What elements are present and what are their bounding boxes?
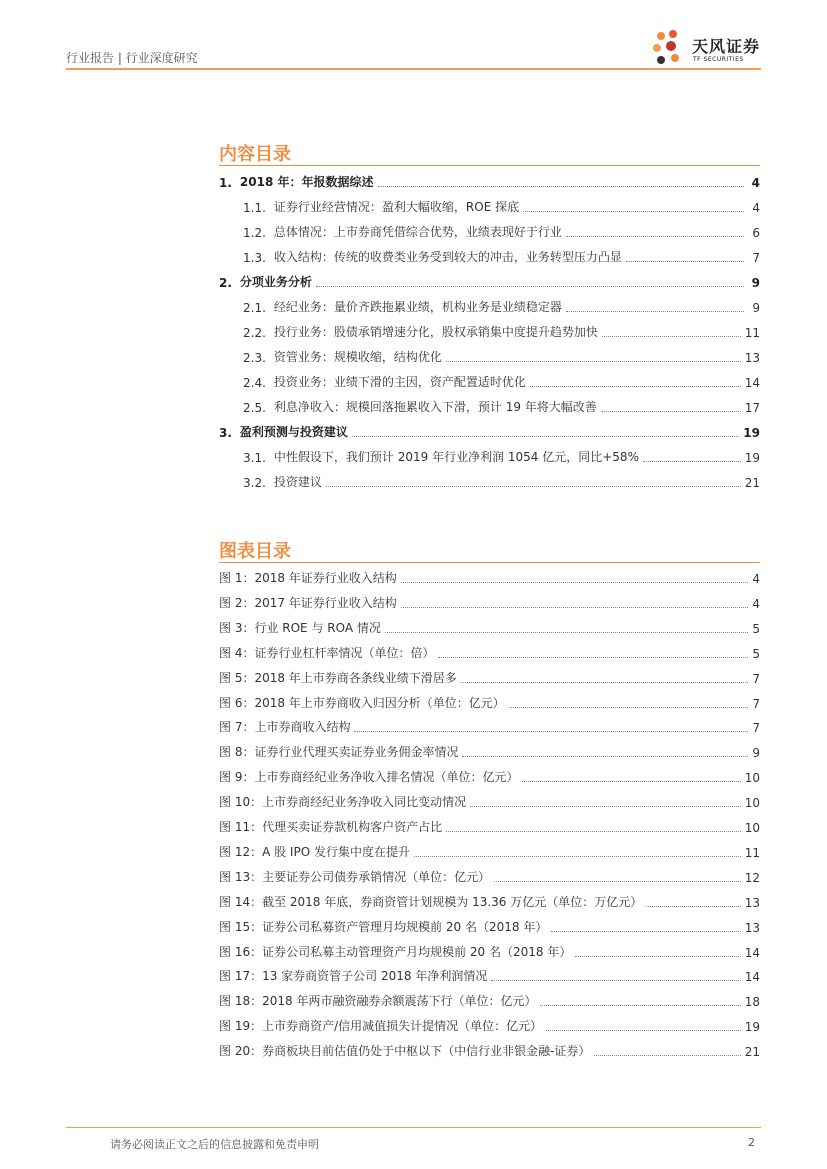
toc-entry-page: 11 (744, 326, 760, 340)
toc-entry-page: 6 (752, 226, 760, 240)
figure-leader-dots (491, 979, 740, 981)
figure-entry[interactable] (219, 593, 760, 611)
toc-entry-title: 2018 年：年报数据综述 (239, 175, 374, 189)
toc-leader-dots (446, 360, 741, 362)
figure-entry-page: 12 (744, 870, 760, 885)
toc-leader-dots (566, 310, 744, 312)
toc-leader-dots (326, 485, 741, 487)
toc-entry-page: 9 (751, 276, 760, 290)
figure-entry[interactable] (219, 792, 760, 810)
figure-entry[interactable] (219, 693, 760, 711)
figures-title-divider (219, 562, 760, 563)
toc-entry-title: 资管业务：规模收缩，结构优化 (273, 350, 442, 364)
brand-name: 天风证券 (692, 37, 761, 56)
figure-leader-dots (522, 780, 740, 782)
toc-leader-dots (530, 385, 741, 387)
logo-dot (653, 44, 661, 52)
figure-entry-title: 图 10：上市券商经纪业务净收入同比变动情况 (219, 795, 467, 810)
figure-entry[interactable] (219, 568, 760, 586)
figure-entry[interactable] (219, 1041, 760, 1059)
toc-entry[interactable] (219, 222, 760, 240)
toc-entry-page: 9 (752, 301, 760, 315)
figure-entry-title: 图 19：上市券商资产/信用减值损失计提情况（单位：亿元） (219, 1019, 543, 1034)
toc-leader-dots (378, 185, 745, 187)
toc-entry-page: 13 (744, 351, 760, 365)
figure-leader-dots (646, 905, 740, 907)
logo-dot (657, 32, 665, 40)
toc-entry-number: 1.2. (243, 226, 266, 240)
footer-divider (66, 1127, 761, 1128)
figure-entry-title: 图 12：A 股 IPO 发行集中度在提升 (219, 844, 410, 859)
figure-entry-title: 图 1：2018 年证券行业收入结构 (219, 571, 397, 585)
toc-entry[interactable] (219, 472, 760, 490)
figure-leader-dots (575, 955, 740, 957)
figure-entry-page: 18 (744, 995, 760, 1010)
figure-entry-page: 10 (744, 796, 760, 811)
toc-entry-page: 7 (752, 251, 760, 265)
figure-entry[interactable] (219, 767, 760, 785)
toc-entry[interactable] (219, 172, 760, 190)
toc-entry[interactable] (219, 297, 760, 315)
figure-entry-title: 图 13：主要证券公司债券承销情况（单位：亿元） (219, 869, 491, 884)
figure-entry-page: 9 (752, 746, 760, 761)
toc-leader-dots (602, 335, 741, 337)
toc-entry[interactable] (219, 397, 760, 415)
figure-entry-title: 图 5：2018 年上市券商各条线业绩下滑居多 (219, 670, 457, 685)
figure-leader-dots (540, 1004, 740, 1006)
toc-leader-dots (523, 210, 744, 212)
figure-entry[interactable] (219, 717, 760, 735)
logo-dot (657, 56, 665, 64)
figure-entry-page: 7 (752, 671, 760, 686)
toc-entry-title: 收入结构：传统的收费类业务受到较大的冲击，业务转型压力凸显 (273, 250, 622, 264)
toc-entry-title: 投资建议 (273, 475, 322, 489)
figure-entry-page: 5 (752, 621, 760, 636)
figure-entry[interactable] (219, 917, 760, 935)
toc-entry-number: 2.5. (243, 401, 266, 415)
figure-entry[interactable] (219, 742, 760, 760)
toc-entry[interactable] (219, 447, 760, 465)
toc-entry-number: 3.1. (243, 451, 266, 465)
figure-entry-title: 图 18：2018 年两市融资融券余额震荡下行（单位：亿元） (219, 994, 537, 1009)
figure-entry[interactable] (219, 668, 760, 686)
toc-entry-title: 投行业务：股债承销增速分化，股权承销集中度提升趋势加快 (273, 325, 598, 339)
figure-entry-title: 图 16：证券公司私募主动管理资产月均规模前 20 名（2018 年） (219, 944, 572, 959)
toc-entry-page: 4 (752, 201, 760, 215)
figure-leader-dots (461, 681, 749, 683)
figure-entry[interactable] (219, 991, 760, 1009)
report-category: 行业报告 | 行业深度研究 (66, 51, 198, 65)
figure-entry-page: 5 (752, 646, 760, 661)
toc-leader-dots (626, 260, 744, 262)
figure-entry[interactable] (219, 643, 760, 661)
figure-leader-dots (446, 830, 741, 832)
figure-leader-dots (438, 656, 748, 658)
figure-entry-page: 21 (744, 1045, 760, 1060)
figure-entry[interactable] (219, 867, 760, 885)
figure-entry[interactable] (219, 1016, 760, 1034)
toc-entry[interactable] (219, 347, 760, 365)
toc-entry-title: 投资业务：业绩下滑的主因，资产配置适时优化 (273, 375, 526, 389)
toc-leader-dots (643, 460, 741, 462)
figure-entry-title: 图 4：证券行业杠杆率情况（单位：倍） (219, 645, 435, 660)
figure-leader-dots (494, 880, 741, 882)
figure-entry[interactable] (219, 942, 760, 960)
toc-entry-number: 1.1. (243, 201, 266, 215)
figure-entry-title: 图 3：行业 ROE 与 ROA 情况 (219, 620, 381, 635)
header-divider (66, 68, 761, 70)
toc-entry[interactable] (219, 322, 760, 340)
toc-entry-page: 19 (743, 426, 760, 440)
toc-entry-title: 盈利预测与投资建议 (239, 425, 348, 439)
toc-entry-number: 3.2. (243, 476, 266, 490)
figure-leader-dots (462, 755, 748, 757)
logo-dot (671, 54, 679, 62)
figure-leader-dots (354, 730, 748, 732)
figure-entry-page: 13 (744, 895, 760, 910)
logo-dot (669, 30, 677, 38)
figure-entry-page: 10 (744, 771, 760, 786)
toc-entry-page: 4 (751, 176, 760, 190)
figure-leader-dots (385, 631, 749, 633)
figure-entry-title: 图 15：证券公司私募资产管理月均规模前 20 名（2018 年） (219, 919, 548, 934)
toc-entry-title: 证券行业经营情况：盈利大幅收缩，ROE 探底 (273, 200, 520, 214)
figure-entry-page: 11 (744, 845, 760, 860)
figure-entry[interactable] (219, 817, 760, 835)
figure-entry[interactable] (219, 966, 760, 984)
figure-entry-page: 10 (744, 821, 760, 835)
toc-leader-dots (352, 435, 739, 437)
toc-entry[interactable] (219, 422, 760, 440)
figure-entry[interactable] (219, 842, 760, 860)
logo-dot (666, 41, 676, 51)
toc-entry-number: 2.2. (243, 326, 266, 340)
figure-entry-title: 图 7：上市券商收入结构 (219, 720, 351, 735)
figure-entry-page: 7 (752, 696, 760, 711)
figure-leader-dots (594, 1054, 740, 1056)
toc-title-divider (219, 165, 760, 166)
toc-entry-page: 19 (744, 451, 760, 465)
toc-entry-number: 1.3. (243, 251, 266, 265)
toc-entry-title: 利息净收入：规模回落拖累收入下滑，预计 19 年将大幅改善 (273, 400, 597, 414)
toc-entry-page: 17 (744, 401, 760, 415)
figure-entry-title: 图 9：上市券商经纪业务净收入排名情况（单位：亿元） (219, 770, 519, 785)
page-number: 2 (748, 1136, 755, 1149)
toc-entry-page: 21 (744, 476, 760, 490)
figure-entry-page: 7 (752, 721, 760, 736)
figure-leader-dots (509, 706, 749, 708)
figure-entry-page: 14 (744, 945, 760, 960)
figure-entry-page: 4 (752, 572, 760, 586)
toc-entry-number: 1. (219, 176, 232, 190)
figure-entry-page: 4 (752, 596, 760, 611)
toc-entry-title: 经纪业务：量价齐跌拖累业绩，机构业务是业绩稳定器 (273, 300, 562, 314)
figure-entry-title: 图 11：代理买卖证券款机构客户资产占比 (219, 820, 443, 834)
toc-entry[interactable] (219, 247, 760, 265)
figure-entry-title: 图 6：2018 年上市券商收入归因分析（单位：亿元） (219, 695, 505, 710)
figure-entry-title: 图 8：证券行业代理买卖证券业务佣金率情况 (219, 745, 459, 760)
toc-leader-dots (566, 235, 744, 237)
figure-entry[interactable] (219, 892, 760, 910)
figure-entry-page: 19 (744, 1020, 760, 1035)
toc-entry-number: 2.3. (243, 351, 266, 365)
toc-entry[interactable] (219, 372, 760, 390)
toc-entry[interactable] (219, 197, 760, 215)
toc-entry-title: 分项业务分析 (239, 275, 312, 289)
disclaimer-notice: 请务必阅读正文之后的信息披露和免责申明 (110, 1138, 319, 1151)
figure-entry-title: 图 20：券商板块目前估值仍处于中枢以下（中信行业非银金融-证券） (219, 1044, 591, 1059)
figure-entry-title: 图 2：2017 年证券行业收入结构 (219, 595, 397, 610)
brand-name-en: TF SECURITIES (693, 56, 744, 63)
toc-entry-title: 中性假设下，我们预计 2019 年行业净利润 1054 亿元，同比+58% (273, 450, 639, 464)
toc-entry-page: 14 (744, 376, 760, 390)
figure-leader-dots (401, 581, 749, 583)
toc-leader-dots (601, 410, 741, 412)
toc-entry-number: 3. (219, 426, 232, 440)
toc-entry-number: 2.4. (243, 376, 266, 390)
toc-entry-title: 总体情况：上市券商凭借综合优势，业绩表现好于行业 (273, 225, 562, 239)
figure-leader-dots (470, 805, 741, 807)
toc-entry[interactable] (219, 272, 760, 290)
figure-entry-page: 14 (744, 970, 760, 985)
figure-entry-page: 13 (744, 920, 760, 935)
figure-leader-dots (546, 1029, 741, 1031)
figure-leader-dots (414, 855, 741, 857)
toc-entry-number: 2. (219, 276, 232, 290)
figure-entry-title: 图 17：13 家券商资管子公司 2018 年净利润情况 (219, 969, 488, 984)
figure-entry-title: 图 14：截至 2018 年底，券商资管计划规模为 13.36 万亿元（单位：万亿元） (219, 894, 643, 909)
toc-title: 内容目录 (219, 144, 291, 165)
toc-entry-number: 2.1. (243, 301, 266, 315)
figure-leader-dots (551, 930, 740, 932)
toc-leader-dots (316, 285, 744, 287)
figures-title: 图表目录 (219, 541, 291, 562)
figure-leader-dots (401, 606, 749, 608)
figure-entry[interactable] (219, 618, 760, 636)
